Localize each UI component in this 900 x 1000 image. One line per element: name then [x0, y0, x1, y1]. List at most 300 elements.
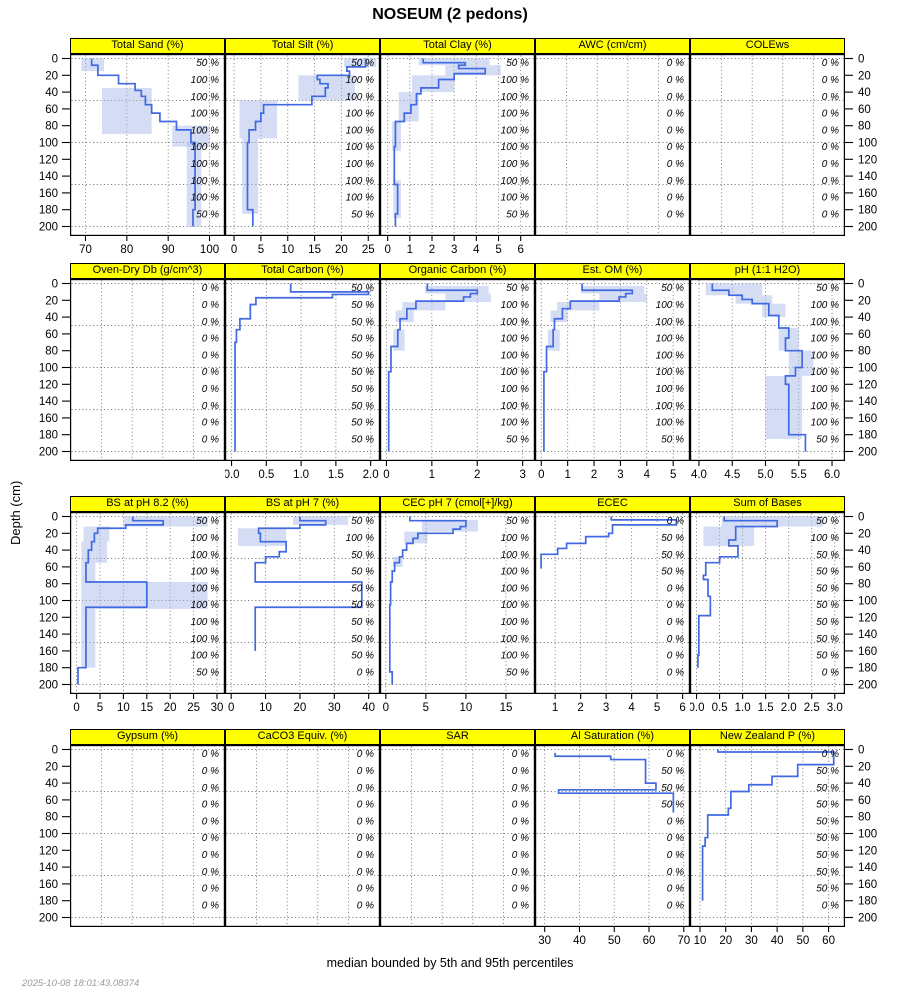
depth-axis-left	[0, 38, 70, 256]
contributing-fraction-label: 50 %	[816, 833, 839, 845]
contributing-fraction-label: 0 %	[511, 816, 529, 828]
svg-text:120: 120	[858, 612, 878, 625]
contributing-fraction-label: 0 %	[666, 159, 684, 170]
contributing-fraction-label: 50 %	[351, 316, 374, 328]
svg-text:80: 80	[45, 120, 58, 133]
contributing-fraction-label: 100 %	[500, 633, 529, 645]
contributing-fraction-label: 100 %	[500, 417, 529, 429]
svg-text:20: 20	[858, 528, 871, 541]
panel-title-strip: Oven-Dry Db (g/cm^3)	[70, 263, 225, 279]
contributing-fraction-label: 0 %	[201, 417, 219, 429]
contributing-fraction-label: 0 %	[666, 866, 684, 878]
x-axis-tick-label: 0.5	[711, 702, 728, 714]
contributing-fraction-label: 50 %	[816, 617, 839, 628]
panel-total-clay	[380, 38, 535, 261]
svg-text:100: 100	[858, 828, 878, 841]
contributing-fraction-label: 100 %	[190, 192, 219, 204]
contributing-fraction-label: 100 %	[190, 566, 219, 578]
panel-title-strip: ECEC	[535, 496, 690, 512]
x-axis-tick-label: 2	[428, 244, 436, 256]
contributing-fraction-label: 50 %	[506, 667, 529, 679]
contributing-fraction-label: 0 %	[666, 583, 684, 595]
contributing-fraction-label: 100 %	[345, 142, 374, 154]
panel-bs-at-ph-8-2	[70, 496, 225, 719]
svg-text:100: 100	[38, 137, 58, 150]
svg-text:60: 60	[45, 103, 58, 116]
contributing-fraction-label: 100 %	[500, 600, 529, 612]
contributing-fraction-label: 50 %	[816, 782, 839, 794]
plot-area-ecec	[535, 512, 690, 714]
contributing-fraction-label: 50 %	[816, 516, 839, 528]
x-axis-tick-label: 0.0	[225, 469, 240, 481]
contributing-fraction-label: 50 %	[196, 667, 219, 679]
x-axis-tick-label: 0	[230, 244, 238, 256]
panel-row-3	[0, 496, 900, 719]
contributing-fraction-label: 100 %	[810, 300, 839, 311]
contributing-fraction-label: 50 %	[816, 549, 839, 561]
svg-text:100: 100	[858, 595, 878, 608]
panel-title-strip: SAR	[380, 729, 535, 745]
panel-title-strip: BS at pH 7 (%)	[225, 496, 380, 512]
x-axis-tick-label: 80	[120, 244, 134, 256]
x-axis-tick-label: 20	[719, 935, 733, 947]
panel-title-strip: Gypsum (%)	[70, 729, 225, 745]
panel-title-strip: BS at pH 8.2 (%)	[70, 496, 225, 512]
svg-text:20: 20	[858, 295, 871, 308]
percentile-band	[393, 330, 404, 351]
contributing-fraction-label: 100 %	[500, 159, 529, 170]
contributing-fraction-label: 50 %	[351, 583, 374, 595]
contributing-fraction-label: 100 %	[500, 75, 529, 86]
contributing-fraction-label: 0 %	[356, 766, 374, 777]
panel-total-carbon	[225, 263, 380, 486]
svg-text:120: 120	[858, 379, 878, 392]
contributing-fraction-label: 50 %	[351, 367, 374, 379]
contributing-fraction-label: 50 %	[351, 600, 374, 612]
contributing-fraction-label: 0 %	[821, 91, 839, 103]
contributing-fraction-label: 50 %	[816, 766, 839, 777]
svg-text:100: 100	[858, 137, 878, 150]
plot-area-total-clay	[380, 54, 535, 256]
x-axis-tick-label: 5	[96, 702, 104, 714]
percentile-band	[238, 528, 286, 546]
plot-area-new-zealand-p	[690, 745, 845, 947]
contributing-fraction-label: 0 %	[201, 400, 219, 412]
contributing-fraction-label: 100 %	[500, 549, 529, 561]
contributing-fraction-label: 0 %	[201, 816, 219, 828]
svg-text:80: 80	[45, 578, 58, 591]
x-axis-tick-label: 60	[642, 935, 656, 947]
svg-text:160: 160	[858, 645, 878, 658]
contributing-fraction-label: 0 %	[201, 367, 219, 379]
panel-title-strip: Total Sand (%)	[70, 38, 225, 54]
x-axis-tick-label: 1	[428, 469, 436, 481]
x-axis-tick-label: 30	[745, 935, 758, 947]
contributing-fraction-label: 50 %	[816, 600, 839, 612]
plot-area-sum-of-bases	[690, 512, 845, 714]
timestamp: 2025-10-08 18:01:43.08374	[22, 978, 140, 989]
contributing-fraction-label: 50 %	[661, 283, 684, 295]
x-axis-tick-label: 10	[281, 244, 295, 256]
contributing-fraction-label: 0 %	[356, 900, 374, 912]
contributing-fraction-label: 0 %	[511, 749, 529, 761]
contributing-fraction-label: 0 %	[201, 316, 219, 328]
x-axis-tick-label: 3	[617, 469, 624, 481]
x-axis-tick-label: 2	[474, 469, 481, 481]
contributing-fraction-label: 100 %	[190, 650, 219, 662]
svg-text:40: 40	[45, 778, 58, 791]
contributing-fraction-label: 0 %	[666, 175, 684, 187]
contributing-fraction-label: 50 %	[816, 633, 839, 645]
contributing-fraction-label: 0 %	[666, 58, 684, 70]
contributing-fraction-label: 100 %	[810, 533, 839, 544]
contributing-fraction-label: 0 %	[356, 749, 374, 761]
contributing-fraction-label: 0 %	[666, 900, 684, 912]
x-axis-tick-label: 30	[327, 702, 341, 714]
svg-text:160: 160	[38, 187, 58, 200]
svg-text:120: 120	[858, 845, 878, 858]
x-axis-tick-label: 0	[227, 702, 235, 714]
svg-text:140: 140	[858, 862, 878, 875]
contributing-fraction-label: 50 %	[196, 209, 219, 221]
svg-text:40: 40	[45, 312, 58, 325]
contributing-fraction-label: 100 %	[655, 350, 684, 362]
contributing-fraction-label: 100 %	[190, 583, 219, 595]
contributing-fraction-label: 50 %	[661, 766, 684, 777]
contributing-fraction-label: 0 %	[821, 667, 839, 679]
contributing-fraction-label: 0 %	[821, 749, 839, 761]
percentile-band	[81, 582, 207, 609]
depth-axis-left	[0, 263, 70, 481]
x-axis-tick-label: 70	[79, 244, 92, 256]
x-axis-tick-label: 0	[382, 702, 390, 714]
svg-text:180: 180	[38, 429, 58, 442]
svg-text:120: 120	[38, 612, 58, 625]
contributing-fraction-label: 50 %	[351, 633, 374, 645]
svg-text:60: 60	[858, 561, 871, 574]
contributing-fraction-label: 50 %	[351, 300, 374, 311]
svg-text:40: 40	[45, 87, 58, 100]
contributing-fraction-label: 100 %	[500, 350, 529, 362]
panel-title-strip: Total Clay (%)	[380, 38, 535, 54]
panel-title-strip: New Zealand P (%)	[690, 729, 845, 745]
contributing-fraction-label: 100 %	[345, 125, 374, 137]
contributing-fraction-label: 0 %	[356, 799, 374, 811]
x-axis-tick-label: 1.0	[734, 702, 751, 714]
x-axis-tick-label: 2.0	[780, 702, 797, 714]
panel-new-zealand-p	[690, 729, 845, 952]
panel-title-strip: AWC (cm/cm)	[535, 38, 690, 54]
contributing-fraction-label: 50 %	[506, 516, 529, 528]
x-axis-tick-label: 60	[822, 935, 835, 947]
contributing-fraction-label: 0 %	[201, 434, 219, 446]
contributing-fraction-label: 100 %	[190, 633, 219, 645]
svg-text:80: 80	[858, 811, 871, 824]
plot-area-bs-at-ph-8-2	[70, 512, 225, 714]
percentile-band	[396, 310, 414, 322]
contributing-fraction-label: 0 %	[356, 850, 374, 861]
x-axis-tick-label: 6.0	[824, 469, 841, 481]
contributing-fraction-label: 50 %	[351, 417, 374, 429]
x-axis-tick-label: 50	[796, 935, 810, 947]
svg-text:20: 20	[858, 761, 871, 774]
contributing-fraction-label: 0 %	[666, 516, 684, 528]
x-axis-tick-label: 4	[628, 702, 635, 714]
contributing-fraction-label: 0 %	[666, 75, 684, 86]
contributing-fraction-label: 0 %	[201, 300, 219, 311]
contributing-fraction-label: 0 %	[201, 749, 219, 761]
plot-area-est-om	[535, 279, 690, 481]
depth-axis-right	[845, 38, 900, 256]
x-axis-tick-label: 4.5	[724, 469, 741, 481]
depth-axis-right	[845, 729, 900, 947]
svg-text:40: 40	[858, 87, 871, 100]
panel-title-strip: Organic Carbon (%)	[380, 263, 535, 279]
contributing-fraction-label: 100 %	[655, 400, 684, 412]
svg-text:180: 180	[38, 895, 58, 908]
contributing-fraction-label: 0 %	[201, 766, 219, 777]
contributing-fraction-label: 100 %	[345, 75, 374, 86]
panel-title-strip: pH (1:1 H2O)	[690, 263, 845, 279]
contributing-fraction-label: 50 %	[351, 434, 374, 446]
svg-text:20: 20	[45, 295, 58, 308]
svg-text:180: 180	[38, 204, 58, 217]
contributing-fraction-label: 0 %	[511, 883, 529, 895]
contributing-fraction-label: 0 %	[201, 883, 219, 895]
page-title: NOSEUM (2 pedons)	[372, 6, 528, 23]
svg-text:120: 120	[38, 379, 58, 392]
contributing-fraction-label: 100 %	[500, 650, 529, 662]
depth-axis-left	[0, 729, 70, 947]
contributing-fraction-label: 50 %	[351, 400, 374, 412]
svg-text:60: 60	[45, 561, 58, 574]
svg-text:0: 0	[51, 53, 58, 66]
panel-est-om	[535, 263, 690, 486]
panel-awc-cm-cm	[535, 38, 690, 261]
x-axis-tick-label: 20	[163, 702, 177, 714]
x-axis-tick-label: 3	[450, 244, 458, 256]
svg-text:180: 180	[858, 662, 878, 675]
contributing-fraction-label: 0 %	[666, 142, 684, 154]
x-axis-tick-label: 1	[551, 702, 559, 714]
percentile-band	[239, 101, 277, 139]
x-axis-tick-label: 5	[422, 702, 430, 714]
x-axis-tick-label: 90	[161, 244, 175, 256]
svg-text:80: 80	[858, 120, 871, 133]
svg-text:20: 20	[45, 761, 58, 774]
contributing-fraction-label: 50 %	[351, 384, 374, 395]
percentile-band	[551, 310, 568, 322]
svg-text:100: 100	[38, 595, 58, 608]
x-axis-tick-label: 1.0	[293, 469, 310, 481]
contributing-fraction-label: 100 %	[190, 142, 219, 154]
x-axis-tick-label: 6	[679, 702, 686, 714]
svg-text:0: 0	[858, 744, 865, 757]
contributing-fraction-label: 0 %	[511, 866, 529, 878]
svg-text:180: 180	[858, 204, 878, 217]
panel-cec-ph-7-cmol-kg	[380, 496, 535, 719]
contributing-fraction-label: 0 %	[201, 799, 219, 811]
panel-caco3-equiv	[225, 729, 380, 952]
contributing-fraction-label: 0 %	[666, 617, 684, 628]
svg-text:80: 80	[45, 345, 58, 358]
y-axis-title: Depth (cm)	[8, 480, 23, 545]
contributing-fraction-label: 50 %	[351, 516, 374, 528]
contributing-fraction-label: 100 %	[810, 367, 839, 379]
contributing-fraction-label: 100 %	[345, 175, 374, 187]
contributing-fraction-label: 0 %	[511, 833, 529, 845]
contributing-fraction-label: 100 %	[500, 617, 529, 628]
svg-text:120: 120	[38, 845, 58, 858]
contributing-fraction-label: 100 %	[810, 400, 839, 412]
contributing-fraction-label: 50 %	[351, 350, 374, 362]
contributing-fraction-label: 100 %	[810, 316, 839, 328]
contributing-fraction-label: 0 %	[356, 782, 374, 794]
depth-axis-right	[845, 263, 900, 481]
panel-total-silt	[225, 38, 380, 261]
contributing-fraction-label: 0 %	[201, 833, 219, 845]
x-axis-tick-label: 20	[293, 702, 307, 714]
x-axis-tick-label: 4	[643, 469, 650, 481]
x-axis-tick-label: 0	[538, 469, 545, 481]
svg-text:60: 60	[858, 103, 871, 116]
contributing-fraction-label: 100 %	[190, 91, 219, 103]
contributing-fraction-label: 100 %	[500, 316, 529, 328]
panel-title-strip: Est. OM (%)	[535, 263, 690, 279]
svg-text:40: 40	[858, 545, 871, 558]
x-axis-tick-label: 70	[677, 935, 690, 947]
contributing-fraction-label: 50 %	[661, 566, 684, 578]
x-axis-tick-label: 4	[473, 244, 480, 256]
panel-ph-1-1-h2o	[690, 263, 845, 486]
x-axis-tick-label: 0	[73, 702, 80, 714]
plot-area-oven-dry-db-g-cm-3	[70, 279, 225, 481]
plot-area-sar	[380, 745, 535, 947]
svg-text:140: 140	[38, 396, 58, 409]
panel-al-saturation	[535, 729, 690, 952]
x-axis-tick-label: 15	[499, 702, 513, 714]
contributing-fraction-label: 0 %	[666, 667, 684, 679]
x-axis-tick-label: 5	[257, 244, 265, 256]
contributing-fraction-label: 50 %	[351, 566, 374, 578]
panel-title-strip: Total Carbon (%)	[225, 263, 380, 279]
svg-text:80: 80	[858, 578, 871, 591]
contributing-fraction-label: 100 %	[500, 142, 529, 154]
x-axis-tick-label: 15	[308, 244, 321, 256]
x-axis-tick-label: 0	[384, 244, 391, 256]
contributing-fraction-label: 0 %	[821, 159, 839, 170]
panel-title-strip: Sum of Bases	[690, 496, 845, 512]
contributing-fraction-label: 100 %	[655, 367, 684, 379]
contributing-fraction-label: 100 %	[500, 192, 529, 204]
svg-text:0: 0	[51, 744, 58, 757]
svg-text:80: 80	[858, 345, 871, 358]
x-axis-tick-label: 10	[693, 935, 707, 947]
contributing-fraction-label: 0 %	[821, 192, 839, 204]
contributing-fraction-label: 50 %	[506, 209, 529, 221]
contributing-fraction-label: 50 %	[816, 866, 839, 878]
contributing-fraction-label: 100 %	[190, 533, 219, 544]
contributing-fraction-label: 100 %	[500, 91, 529, 103]
contributing-fraction-label: 0 %	[666, 883, 684, 895]
svg-text:180: 180	[38, 662, 58, 675]
contributing-fraction-label: 50 %	[816, 434, 839, 446]
contributing-fraction-label: 100 %	[500, 333, 529, 345]
contributing-fraction-label: 50 %	[351, 58, 374, 70]
contributing-fraction-label: 50 %	[506, 58, 529, 70]
contributing-fraction-label: 0 %	[666, 192, 684, 204]
panel-title-strip: Total Silt (%)	[225, 38, 380, 54]
svg-text:60: 60	[45, 794, 58, 807]
percentile-band	[422, 520, 478, 532]
contributing-fraction-label: 100 %	[500, 175, 529, 187]
contributing-fraction-label: 100 %	[345, 91, 374, 103]
contributing-fraction-label: 50 %	[196, 516, 219, 528]
contributing-fraction-label: 0 %	[666, 91, 684, 103]
contributing-fraction-label: 0 %	[666, 749, 684, 761]
contributing-fraction-label: 0 %	[666, 600, 684, 612]
svg-text:80: 80	[45, 811, 58, 824]
svg-text:0: 0	[858, 511, 865, 524]
contributing-fraction-label: 100 %	[190, 125, 219, 137]
panel-total-sand	[70, 38, 225, 261]
contributing-fraction-label: 0 %	[201, 350, 219, 362]
svg-text:180: 180	[858, 429, 878, 442]
contributing-fraction-label: 50 %	[506, 434, 529, 446]
contributing-fraction-label: 0 %	[356, 883, 374, 895]
svg-text:140: 140	[38, 171, 58, 184]
svg-text:180: 180	[858, 895, 878, 908]
contributing-fraction-label: 0 %	[201, 782, 219, 794]
svg-text:120: 120	[38, 154, 58, 167]
contributing-fraction-label: 0 %	[356, 866, 374, 878]
panel-organic-carbon	[380, 263, 535, 486]
contributing-fraction-label: 50 %	[351, 209, 374, 221]
contributing-fraction-label: 0 %	[511, 766, 529, 777]
svg-text:160: 160	[38, 645, 58, 658]
contributing-fraction-label: 0 %	[821, 75, 839, 86]
svg-text:140: 140	[858, 171, 878, 184]
svg-text:100: 100	[38, 828, 58, 841]
percentile-band	[736, 295, 773, 303]
contributing-fraction-label: 100 %	[500, 367, 529, 379]
x-axis-tick-label: 30	[210, 702, 224, 714]
contributing-fraction-label: 50 %	[351, 333, 374, 345]
contributing-fraction-label: 50 %	[506, 283, 529, 295]
contributing-fraction-label: 100 %	[810, 384, 839, 395]
contributing-fraction-label: 0 %	[666, 850, 684, 861]
percentile-band	[81, 542, 107, 563]
contributing-fraction-label: 0 %	[821, 58, 839, 70]
contributing-fraction-label: 0 %	[511, 900, 529, 912]
x-axis-tick-label: 1.5	[327, 469, 344, 481]
contributing-fraction-label: 100 %	[500, 125, 529, 137]
panel-row-1	[0, 38, 900, 261]
contributing-fraction-label: 100 %	[345, 192, 374, 204]
contributing-fraction-label: 50 %	[661, 549, 684, 561]
contributing-fraction-label: 100 %	[190, 549, 219, 561]
x-axis-tick-label: 2.0	[362, 469, 379, 481]
svg-text:200: 200	[38, 446, 58, 459]
svg-text:60: 60	[858, 794, 871, 807]
svg-text:0: 0	[51, 511, 58, 524]
x-axis-tick-label: 0	[383, 469, 390, 481]
panel-colews	[690, 38, 845, 261]
x-axis-tick-label: 2	[590, 469, 598, 481]
svg-text:40: 40	[45, 545, 58, 558]
percentile-band	[766, 376, 803, 439]
contributing-fraction-label: 0 %	[666, 816, 684, 828]
